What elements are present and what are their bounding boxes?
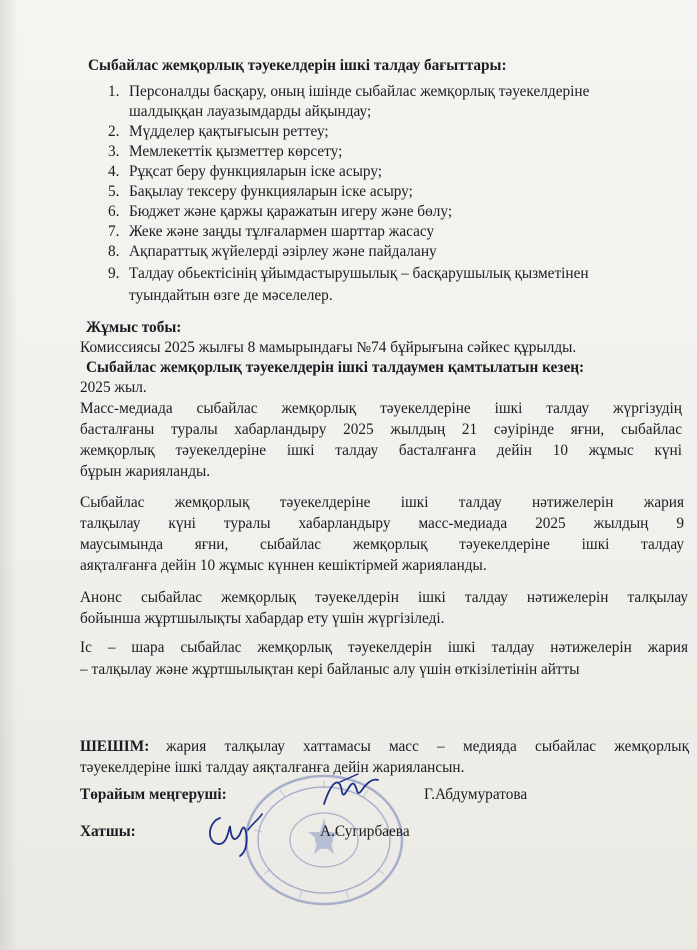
chair-signature bbox=[318, 770, 384, 812]
list-item-text: Талдау обьектісінің ұйымдастырушылық – басқарушылық қызметінен bbox=[129, 265, 589, 282]
paragraph-line: Сыбайлас жемқорлық тәуекелдеріне ішкі талдау нәтижелерін жария bbox=[80, 494, 684, 511]
list-item-text: Ақпараттық жүйелерді әзірлеу және пайдалану bbox=[129, 243, 437, 260]
list-item-number: 7. bbox=[108, 223, 120, 240]
chair-name: Г.Абдумуратова bbox=[424, 786, 528, 803]
paragraph-line: Анонс сыбайлас жемқорлық тәуекелдерін ішкі талдау нәтижелерін талқылау bbox=[80, 589, 688, 606]
list-item-number: 5. bbox=[108, 183, 120, 200]
paragraph-line: басталғаны туралы хабарландыру 2025 жылдың 21 сәуірінде яғни, сыбайлас bbox=[80, 421, 682, 438]
decision-text: жария талқылау хаттамасы масс – медияда сыбайлас жемқорлық bbox=[166, 738, 689, 755]
paragraph-line: Іс – шара сыбайлас жемқорлық тәуекелдерін ішкі талдау нәтижелерін жария bbox=[80, 639, 688, 656]
period-value: 2025 жыл. bbox=[80, 379, 147, 396]
list-item-text: шалдыққан лауазымдарды айқындау; bbox=[129, 103, 372, 120]
secretary-label: Хатшы: bbox=[80, 823, 136, 840]
list-item-text: Бюджет және қаржы қаражатын игеру және бөлу; bbox=[129, 203, 453, 220]
period-label: Сыбайлас жемқорлық тәуекелдерін ішкі талдаумен қамтылатын кезең: bbox=[86, 359, 585, 376]
work-group-label: Жұмыс тобы: bbox=[86, 319, 182, 336]
list-item-text: Мүдделер қақтығысын реттеу; bbox=[129, 123, 329, 140]
paragraph-line: аяқталғанға дейін 10 жұмыс күннен кешіктірмей жарияланды. bbox=[80, 557, 487, 574]
paragraph-line: жемқорлық тәуекелдеріне ішкі талдау басталғанға дейін 10 жұмыс күні bbox=[80, 442, 682, 459]
list-item-text: Жеке және заңды тұлғалармен шарттар жасасу bbox=[129, 223, 435, 240]
paragraph-line: маусымында яғни, сыбайлас жемқорлық тәуекелдеріне ішкі талдау bbox=[80, 536, 684, 553]
paragraph-line: талқылау күні туралы хабарландыру масс-медиада 2025 жылдың 9 bbox=[80, 515, 684, 532]
decision-text: тәуекелдеріне ішкі талдау аяқталғанға дейін жариялансын. bbox=[80, 759, 465, 776]
list-item-text: Персоналды басқару, оның ішінде сыбайлас жемқорлық тәуекелдеріне bbox=[129, 83, 590, 100]
list-item-text: туындайтын өзге де мәселелер. bbox=[129, 287, 333, 304]
work-group-text: Комиссиясы 2025 жылғы 8 мамырындағы №74 бұйрығына сәйкес құрылды. bbox=[80, 339, 577, 356]
paragraph-line: Масс-медиада сыбайлас жемқорлық тәуекелдеріне ішкі талдау жүргізудің bbox=[80, 400, 682, 417]
page-shadow bbox=[0, 0, 18, 950]
paragraph-line: – талқылау және жұртшылықтан кері байланыс алу үшін өткізілетінін айтты bbox=[80, 661, 580, 678]
list-item-number: 9. bbox=[108, 265, 120, 282]
list-item-number: 3. bbox=[108, 143, 120, 160]
list-item-text: Бақылау тексеру функцияларын іске асыру; bbox=[129, 183, 413, 200]
list-item-number: 2. bbox=[108, 123, 120, 140]
list-item-number: 4. bbox=[108, 163, 120, 180]
paragraph-line: бұрын жарияланды. bbox=[80, 463, 211, 480]
secretary-signature bbox=[200, 808, 274, 860]
list-item-number: 1. bbox=[108, 83, 120, 100]
decision-label: ШЕШІМ: bbox=[80, 738, 150, 755]
list-item-text: Рұқсат беру функцияларын іске асыру; bbox=[129, 163, 383, 180]
chair-label: Төрайым меңгеруші: bbox=[80, 786, 227, 803]
list-item-text: Мемлекеттік қызметтер көрсету; bbox=[129, 143, 343, 160]
paragraph-line: бойынша жұртшылықты хабардар ету үшін жүргізіледі. bbox=[80, 610, 445, 627]
list-item-number: 8. bbox=[108, 243, 120, 260]
list-item-number: 6. bbox=[108, 203, 120, 220]
section-heading: Сыбайлас жемқорлық тәуекелдерін ішкі талдау бағыттары: bbox=[88, 57, 507, 74]
secretary-name: А.Сугирбаева bbox=[320, 823, 410, 840]
